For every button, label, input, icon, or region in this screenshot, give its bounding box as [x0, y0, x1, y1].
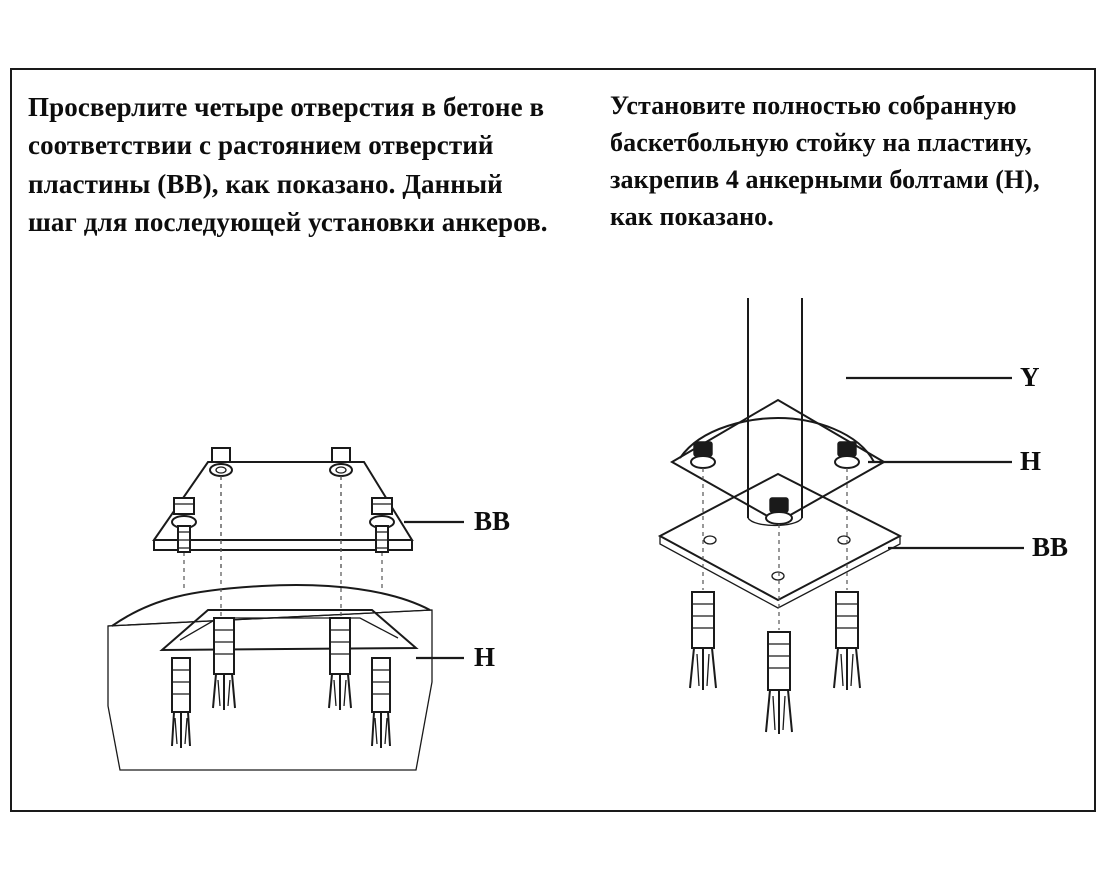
anchor-sleeve-front	[766, 632, 792, 734]
embedded-plate-inner	[180, 618, 398, 640]
anchor-front-left	[172, 658, 190, 748]
left-figure-drawing	[12, 70, 582, 814]
callout-label-h-left: H	[474, 642, 496, 672]
bolt-front-left	[172, 498, 196, 590]
anchor-sleeve-right	[834, 592, 860, 690]
anchor-sleeve-left	[690, 592, 716, 690]
base-plate-bb-right	[660, 474, 900, 608]
callout-label-bb-left: BB	[474, 506, 511, 536]
anchor-back-right	[329, 618, 351, 710]
anchor-front-right	[372, 658, 390, 748]
figure-frame	[10, 68, 1096, 812]
callout-label-y: Y	[1020, 362, 1040, 392]
anchor-bolt-h-left	[691, 442, 715, 590]
embedded-plate-outline	[162, 610, 416, 650]
left-instruction-text: Просверлите четыре отверстия в бетоне в соответствии с растоянием отверстий пластины (BB), как показано. Данный шаг для последующей установки анкеров.	[28, 92, 548, 237]
bolt-group-plate	[172, 448, 394, 618]
anchor-bolt-h-front	[766, 498, 792, 630]
callout-label-bb-right: BB	[1032, 532, 1069, 562]
panel-right	[582, 70, 1094, 810]
right-instruction-text: Установите полностью собранную баскетбольную стойку на пластину, закрепив 4 анкерными болтами (H), как показано.	[610, 91, 1040, 231]
right-figure-drawing	[582, 70, 1094, 814]
anchor-group-concrete	[172, 618, 390, 748]
anchor-back-left	[213, 618, 235, 710]
panel-left	[12, 70, 582, 810]
callout-label-h-right: H	[1020, 446, 1042, 476]
bolt-front-right	[370, 498, 394, 590]
